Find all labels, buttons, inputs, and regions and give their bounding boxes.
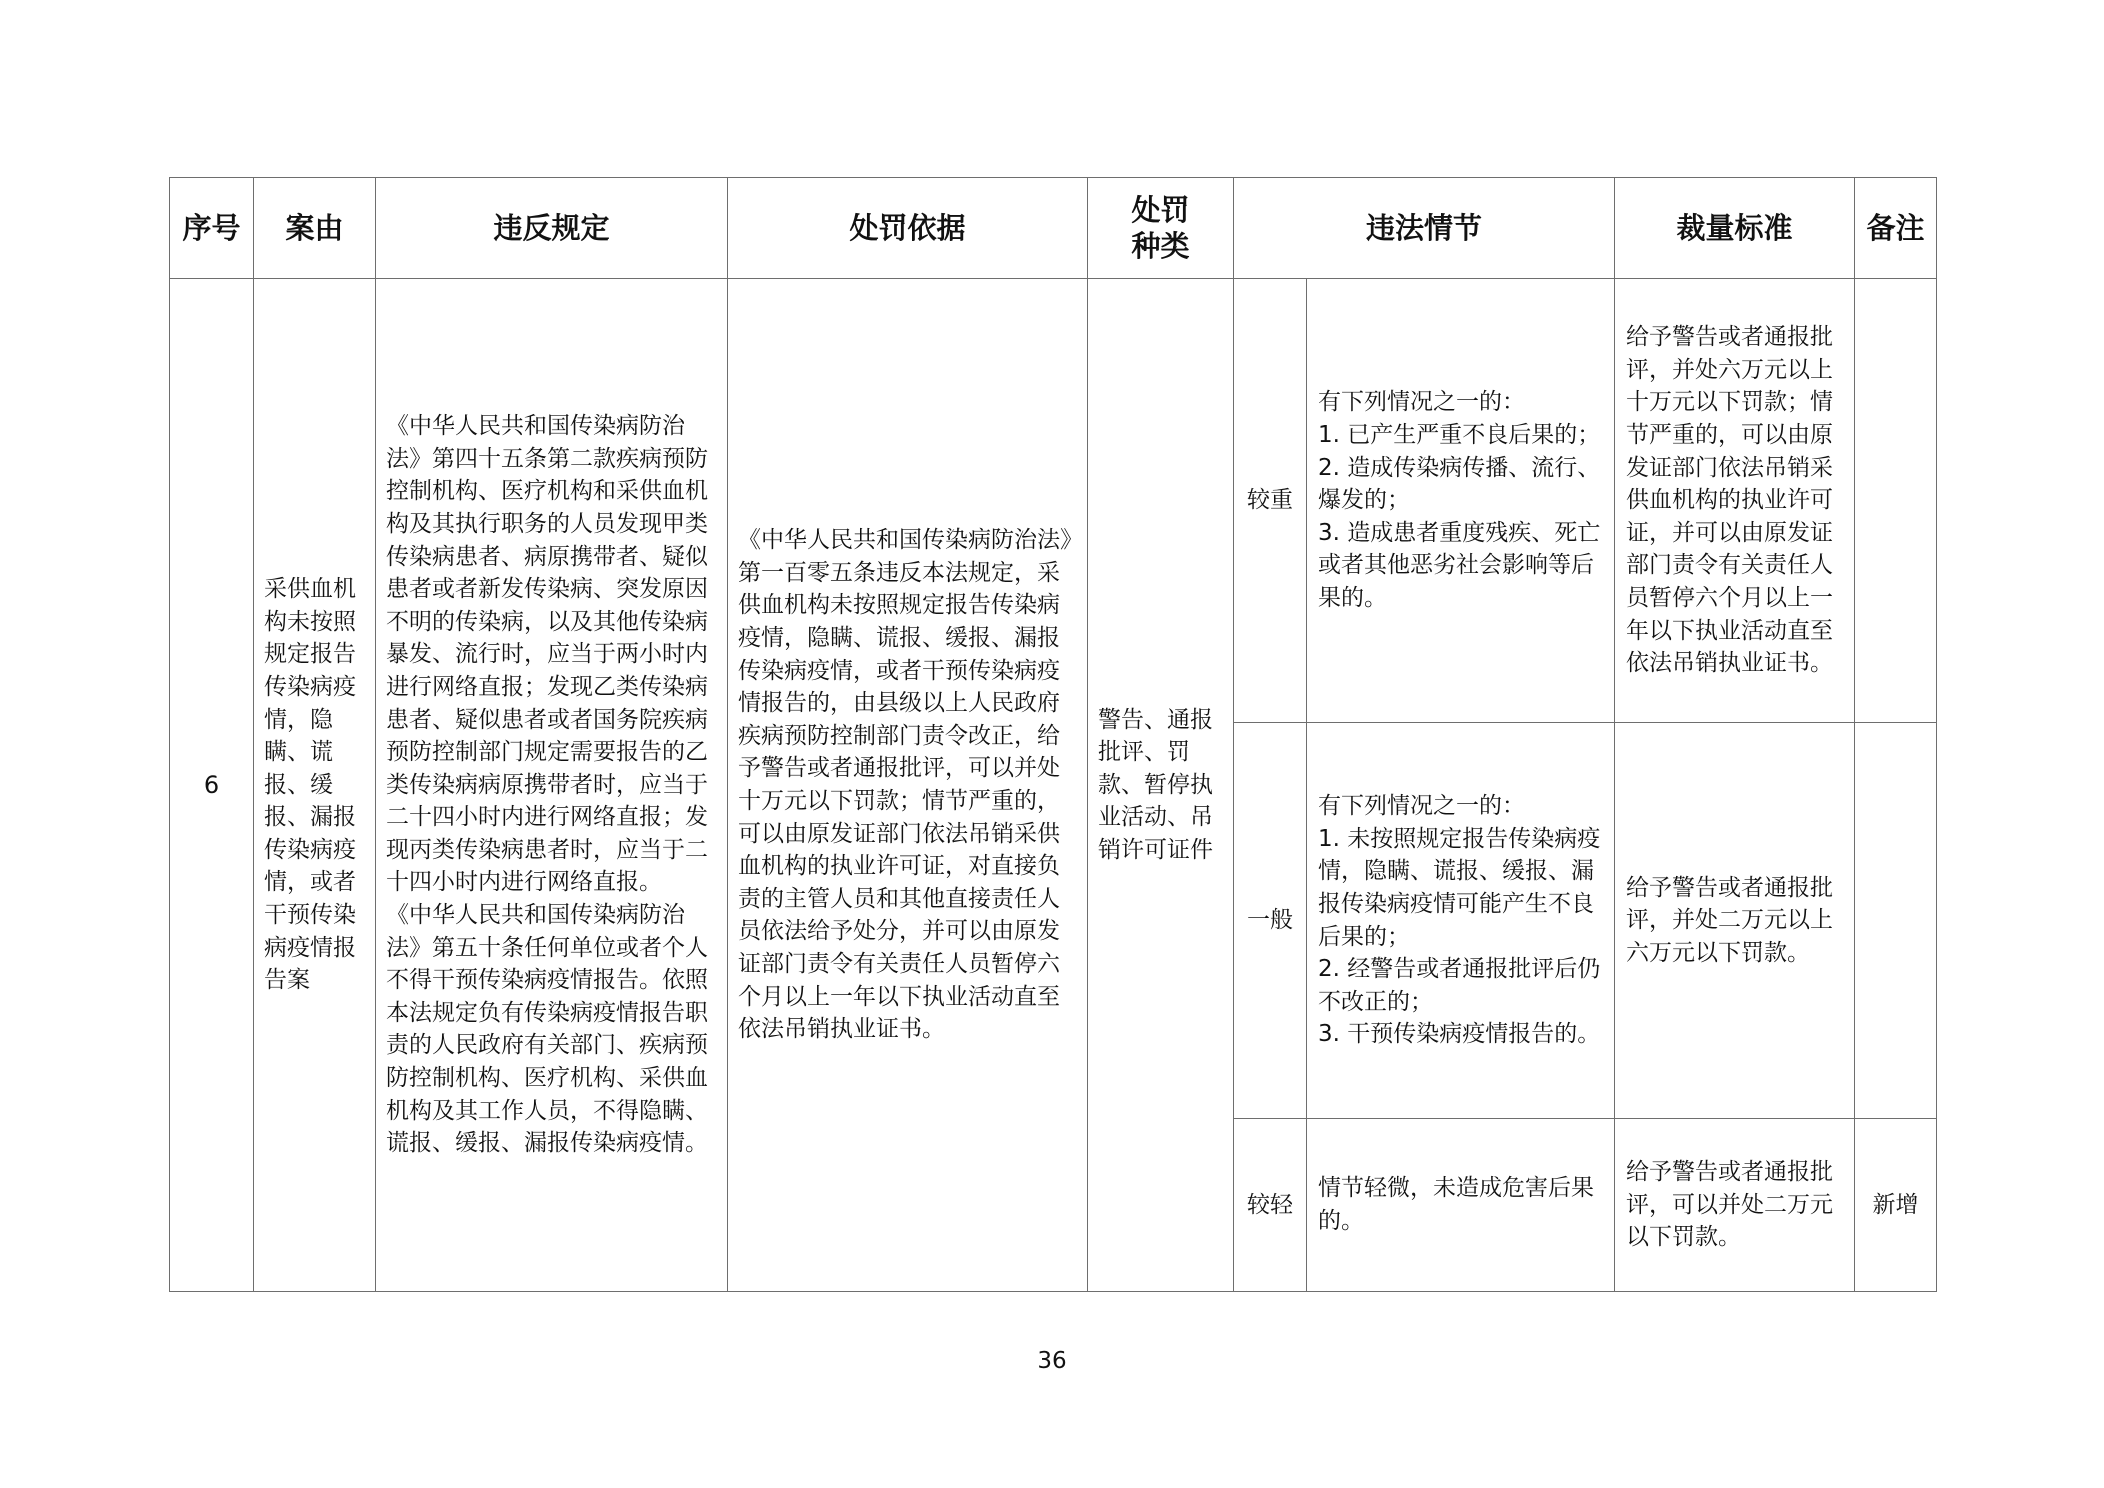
row-penalty-type: 警告、通报批评、罚款、暂停执业活动、吊销许可证件 [1088, 279, 1234, 1292]
level-standard: 给予警告或者通报批评，并处二万元以上六万元以下罚款。 [1615, 723, 1855, 1119]
level-label: 较轻 [1234, 1119, 1307, 1292]
level-circumstance: 有下列情况之一的： 1. 已产生严重不良后果的； 2. 造成传染病传播、流行、爆发的； 3. 造成患者重度残疾、死亡或者其他恶劣社会影响等后果的。 [1307, 279, 1615, 723]
header-violation: 违反规定 [376, 178, 728, 279]
level-remarks [1855, 279, 1937, 723]
level-standard: 给予警告或者通报批评，并处六万元以上十万元以下罚款；情节严重的，可以由原发证部门依法吊销采供血机构的执业许可证，并可以由原发证部门责令有关责任人员暂停六个月以上一年以下执业活动直至依法吊销执业证书。 [1615, 279, 1855, 723]
header-penalty-type-line2: 种类 [1131, 229, 1190, 263]
header-remarks: 备注 [1855, 178, 1937, 279]
row-seq: 6 [170, 279, 254, 1292]
level-circumstance: 情节轻微，未造成危害后果的。 [1307, 1119, 1615, 1292]
page-number: 36 [1037, 1348, 1067, 1374]
row-violation: 《中华人民共和国传染病防治法》第四十五条第二款疾病预防控制机构、医疗机构和采供血机构及其执行职务的人员发现甲类传染病患者、病原携带者、疑似患者或者新发传染病、突发原因不明的传染病，以及其他传染病暴发、流行时，应当于两小时内进行网络直报；发现乙类传染病患者、疑似患者或者国务院疾病预防控制部门规定需要报告的乙类传染病病原携带者时，应当于二十四小时内进行网络直报；发现丙类传染病患者时，应当于二十四小时内进行网络直报。 《中华人民共和国传染病防治法》第五十条任何单位或者个人不得干预传染病疫情报告。依照本法规定负有传染病疫情报告职责的人民政府有关部门、疾病预防控制机构、医疗机构、采供血机构及其工作人员，不得隐瞒、谎报、缓报、漏报传染病疫情。 [376, 279, 728, 1292]
table-row [170, 279, 1937, 723]
penalty-table [169, 177, 1937, 1292]
level-label: 较重 [1234, 279, 1307, 723]
row-basis: 《中华人民共和国传染病防治法》第一百零五条违反本法规定，采供血机构未按照规定报告传染病疫情，隐瞒、谎报、缓报、漏报传染病疫情，或者干预传染病疫情报告的，由县级以上人民政府疾病预防控制部门责令改正，给予警告或者通报批评，可以并处十万元以下罚款；情节严重的，可以由原发证部门依法吊销采供血机构的执业许可证，对直接负责的主管人员和其他直接责任人员依法给予处分，并可以由原发证部门责令有关责任人员暂停六个月以上一年以下执业活动直至依法吊销执业证书。 [728, 279, 1088, 1292]
header-standard: 裁量标准 [1615, 178, 1855, 279]
header-basis: 处罚依据 [728, 178, 1088, 279]
level-standard: 给予警告或者通报批评，可以并处二万元以下罚款。 [1615, 1119, 1855, 1292]
header-seq: 序号 [170, 178, 254, 279]
level-remarks: 新增 [1855, 1119, 1937, 1292]
row-case: 采供血机构未按照规定报告传染病疫情，隐瞒、谎报、缓报、漏报传染病疫情，或者干预传染病疫情报告案 [254, 279, 376, 1292]
level-label: 一般 [1234, 723, 1307, 1119]
header-penalty-type [1088, 178, 1234, 279]
level-circumstance: 有下列情况之一的： 1. 未按照规定报告传染病疫情，隐瞒、谎报、缓报、漏报传染病疫情可能产生不良后果的； 2. 经警告或者通报批评后仍不改正的； 3. 干预传染病疫情报告的。 [1307, 723, 1615, 1119]
header-case: 案由 [254, 178, 376, 279]
header-circumstance: 违法情节 [1234, 178, 1615, 279]
header-penalty-type-line1: 处罚 [1131, 193, 1190, 227]
level-remarks [1855, 723, 1937, 1119]
header-row [170, 178, 1937, 279]
